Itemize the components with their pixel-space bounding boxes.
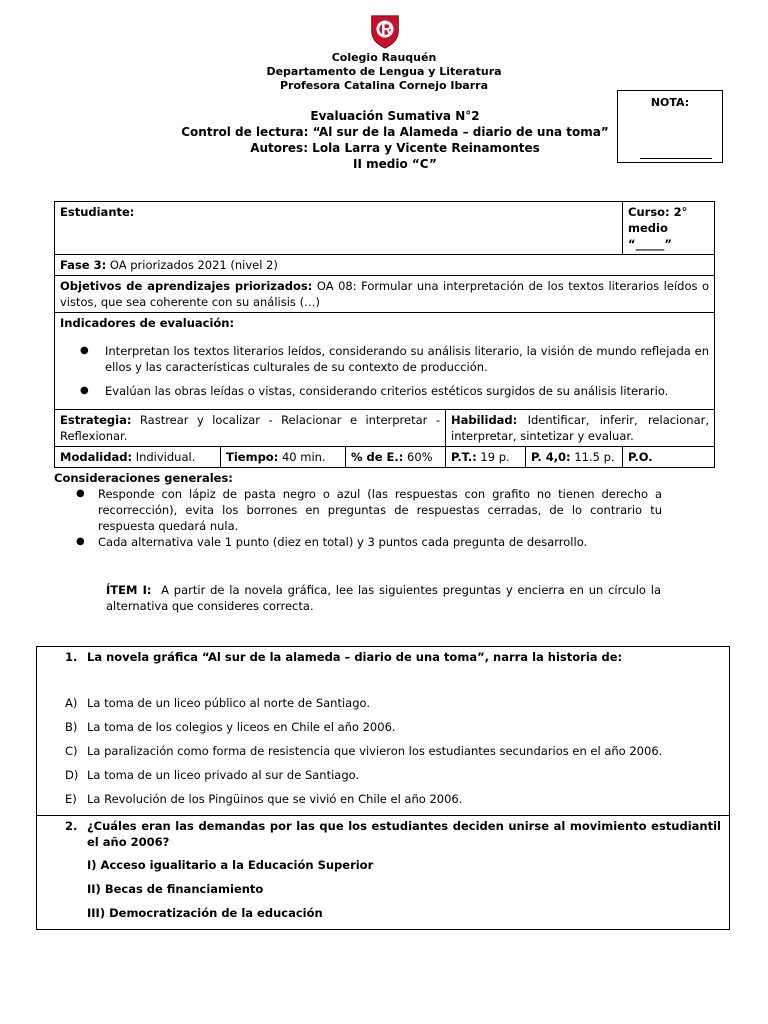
phase-value: OA priorizados 2021 (nivel 2) xyxy=(109,258,278,272)
school-name: Colegio Rauquén xyxy=(331,51,437,64)
total-points-label: P.T.: xyxy=(451,450,477,464)
indicator-item: ● Evalúan las obras leídas o vistas, considerando criterios estéticos surgidos de su análisis literario. xyxy=(60,383,709,399)
skill-value: Identificar, inferir, relacionar, interpretar, sintetizar y evaluar. xyxy=(451,413,710,443)
objectives-label: Objetivos de aprendizajes priorizados: xyxy=(60,279,313,293)
grade-label: NOTA: xyxy=(650,96,690,109)
statement-ii: II) Becas de financiamiento xyxy=(87,882,264,896)
option-e[interactable]: La Revolución de los Pingüinos que se vivió en Chile el año 2006. xyxy=(87,792,463,806)
course-label: Curso: 2° medio “_____” xyxy=(628,205,688,251)
indicator-item: ● Interpretan los textos literarios leídos, considerando su análisis literario, la visión de mundo reflejada en ellos y las características culturales de su contexto de producción. xyxy=(60,343,709,375)
course-cell[interactable] xyxy=(623,202,715,255)
grade-box[interactable] xyxy=(617,90,723,163)
teacher-name: Profesora Catalina Cornejo Ibarra xyxy=(279,79,489,92)
passing-points-value: 11.5 p. xyxy=(574,450,615,464)
option-letter[interactable]: D) xyxy=(65,768,79,782)
student-label: Estudiante: xyxy=(60,205,135,219)
time-value: 40 min. xyxy=(281,450,326,464)
question-2 xyxy=(36,815,730,930)
option-letter[interactable]: C) xyxy=(65,744,78,758)
indicators-label: Indicadores de evaluación: xyxy=(60,316,235,330)
total-points-value: 19 p. xyxy=(480,450,510,464)
reading-control: Control de lectura: “Al sur de la Alameda – diario de una toma” xyxy=(181,125,609,139)
evaluation-title: Evaluación Sumativa N°2 xyxy=(310,109,480,123)
obtained-points-cell[interactable] xyxy=(623,447,715,468)
school-logo xyxy=(366,12,404,50)
obtained-points-label: P.O. xyxy=(628,450,653,464)
considerations-list xyxy=(54,486,662,550)
question-number: 2. xyxy=(65,819,78,833)
question-text: ¿Cuáles eran las demandas por las que los estudiantes deciden unirse al movimiento estudiantil el año 2006? xyxy=(87,819,721,849)
option-letter[interactable]: E) xyxy=(65,792,77,806)
strategy-label: Estrategia: xyxy=(60,413,132,427)
indicators-list xyxy=(60,343,709,399)
statement-i: I) Acceso igualitario a la Educación Superior xyxy=(87,858,374,872)
modality-value: Individual. xyxy=(135,450,196,464)
evaluation-info-table xyxy=(54,201,715,468)
objectives-cell xyxy=(55,276,715,313)
student-cell[interactable] xyxy=(55,202,623,255)
department-name: Departamento de Lengua y Literatura xyxy=(266,65,502,78)
option-c[interactable]: La paralización como forma de resistencia que vivieron los estudiantes secundarios en el año 2006. xyxy=(87,744,663,758)
strategy-value: Rastrear y localizar - Relacionar e interpretar - Reflexionar. xyxy=(60,413,440,443)
modality-cell xyxy=(55,447,221,468)
considerations-title: Consideraciones generales: xyxy=(54,471,233,485)
option-letter[interactable]: B) xyxy=(65,720,78,734)
consideration-item: ● Responde con lápiz de pasta negro o azul (las respuestas con grafito no tienen derecho a recorrección), evita los borrones en preguntas de respuestas cerradas, de lo contrario tu respuesta quedará nula. xyxy=(54,486,662,534)
option-b[interactable]: La toma de los colegios y liceos en Chile el año 2006. xyxy=(87,720,396,734)
skill-label: Habilidad: xyxy=(451,413,518,427)
item-1-text: A partir de la novela gráfica, lee las siguientes preguntas y encierra en un círculo la alternativa que consideres correcta. xyxy=(106,583,661,613)
passing-points-cell xyxy=(526,447,623,468)
phase-label: Fase 3: xyxy=(60,258,107,272)
general-considerations xyxy=(54,470,662,550)
indicators-cell xyxy=(55,313,715,410)
passing-points-label: P. 4,0: xyxy=(531,450,571,464)
question-text: La novela gráfica “Al sur de la alameda – diario de una toma”, narra la historia de: xyxy=(87,650,623,664)
question-number: 1. xyxy=(65,650,78,664)
exigence-value: 60% xyxy=(407,450,433,464)
item-1-label: ÍTEM I: xyxy=(106,583,152,597)
authors: Autores: Lola Larra y Vicente Reinamontes xyxy=(250,141,540,155)
exigence-cell xyxy=(346,447,446,468)
exigence-label: % de E.: xyxy=(351,450,404,464)
item-1-instructions xyxy=(106,582,661,614)
time-cell xyxy=(221,447,346,468)
statement-iii: III) Democratización de la educación xyxy=(87,906,323,920)
option-d[interactable]: La toma de un liceo privado al sur de Santiago. xyxy=(87,768,360,782)
school-header xyxy=(0,51,768,93)
skill-cell xyxy=(446,410,715,447)
total-points-cell xyxy=(446,447,526,468)
phase-cell xyxy=(55,255,715,276)
option-letter[interactable]: A) xyxy=(65,696,78,710)
grade-line xyxy=(640,158,712,159)
course-group: II medio “C” xyxy=(353,157,437,171)
time-label: Tiempo: xyxy=(226,450,279,464)
strategy-cell xyxy=(55,410,446,447)
option-a[interactable]: La toma de un liceo público al norte de Santiago. xyxy=(87,696,370,710)
modality-label: Modalidad: xyxy=(60,450,133,464)
consideration-item: ● Cada alternativa vale 1 punto (diez en total) y 3 puntos cada pregunta de desarrollo. xyxy=(54,534,662,550)
objectives-value: OA 08: Formular una interpretación de los textos literarios leídos o vistos, que sea coherente con su análisis (…) xyxy=(60,279,710,309)
question-1 xyxy=(36,646,730,816)
